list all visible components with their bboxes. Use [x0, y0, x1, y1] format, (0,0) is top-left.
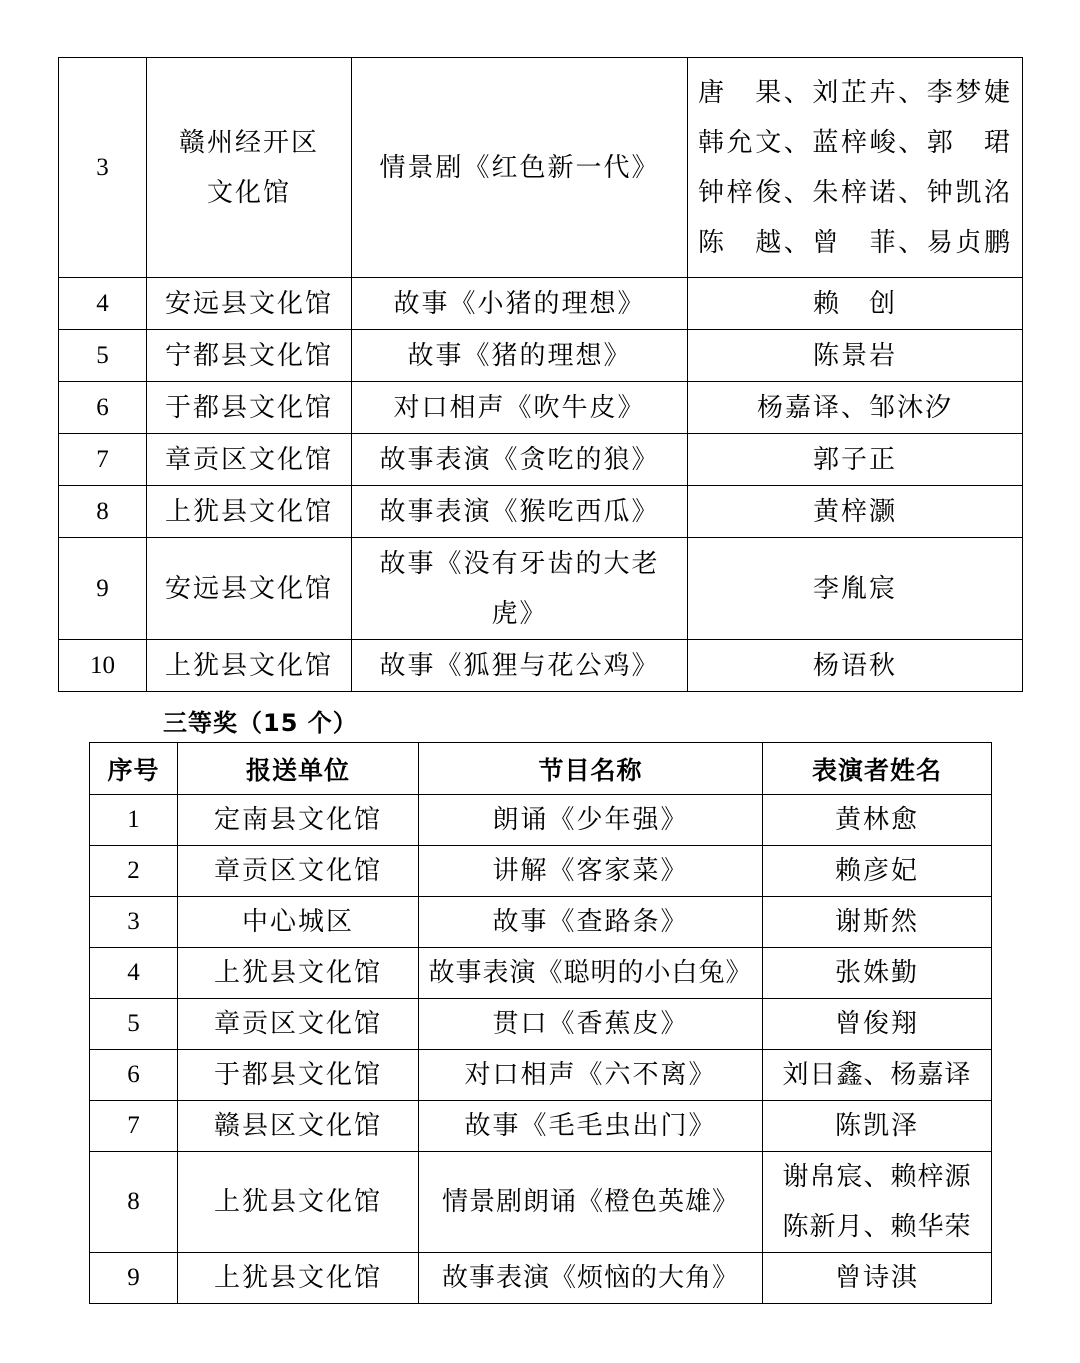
column-header-program: 节目名称 [419, 743, 763, 795]
row-number: 1 [90, 795, 178, 846]
performer-names: 赖 创 [688, 278, 1023, 330]
submitting-unit: 安远县文化馆 [147, 538, 352, 640]
program-name: 故事《毛毛虫出门》 [419, 1101, 763, 1152]
program-name: 贯口《香蕉皮》 [419, 999, 763, 1050]
table-row [90, 846, 992, 897]
performer-names: 李胤宸 [688, 538, 1023, 640]
performer-names: 杨语秋 [688, 640, 1023, 692]
table-row [59, 278, 1023, 330]
submitting-unit: 上犹县文化馆 [178, 1152, 419, 1253]
performer-names: 黄林愈 [763, 795, 992, 846]
row-number: 5 [90, 999, 178, 1050]
program-name: 对口相声《吹牛皮》 [352, 382, 688, 434]
unit-line: 文化馆 [206, 177, 291, 208]
row-number: 5 [59, 330, 147, 382]
row-number: 9 [59, 538, 147, 640]
performer-line: 谢帛宸、赖梓源 [782, 1162, 972, 1192]
row-number: 2 [90, 846, 178, 897]
performer-line: 唐 果、刘芷卉、李梦婕 [698, 77, 1012, 108]
performer-line: 韩允文、蓝梓峻、郭 珺 [698, 127, 1012, 158]
table-row [90, 795, 992, 846]
program-name: 故事《查路条》 [419, 897, 763, 948]
performer-names: 赖彦妃 [763, 846, 992, 897]
program-name: 讲解《客家菜》 [419, 846, 763, 897]
submitting-unit: 中心城区 [178, 897, 419, 948]
program-name: 故事《小猪的理想》 [352, 278, 688, 330]
unit-line: 赣州经开区 [178, 127, 319, 158]
submitting-unit: 章贡区文化馆 [178, 846, 419, 897]
performer-names: 陈景岩 [688, 330, 1023, 382]
column-header-unit: 报送单位 [178, 743, 419, 795]
program-line: 故事《没有牙齿的大老 [379, 548, 660, 579]
row-number: 8 [59, 486, 147, 538]
table-row [59, 486, 1023, 538]
table-row [59, 640, 1023, 692]
third-prize-heading: 三等奖（15 个） [163, 709, 358, 737]
table-row [90, 897, 992, 948]
row-number: 8 [90, 1152, 178, 1253]
table-header-row [90, 743, 992, 795]
performer-names: 曾诗淇 [763, 1253, 992, 1304]
row-number: 4 [59, 278, 147, 330]
table-row [59, 382, 1023, 434]
submitting-unit [147, 58, 352, 278]
performer-names: 郭子正 [688, 434, 1023, 486]
program-name: 情景剧《红色新一代》 [352, 58, 688, 278]
program-name [352, 538, 688, 640]
table-row [59, 434, 1023, 486]
table-row [59, 330, 1023, 382]
table-row [90, 1050, 992, 1101]
performer-names [763, 1152, 992, 1253]
performer-names: 陈凯泽 [763, 1101, 992, 1152]
table-row [59, 58, 1023, 278]
row-number: 3 [59, 58, 147, 278]
row-number: 3 [90, 897, 178, 948]
performer-names: 曾俊翔 [763, 999, 992, 1050]
program-name: 故事表演《烦恼的大角》 [419, 1253, 763, 1304]
table-row [90, 1253, 992, 1304]
row-number: 9 [90, 1253, 178, 1304]
submitting-unit: 于都县文化馆 [147, 382, 352, 434]
submitting-unit: 上犹县文化馆 [178, 1253, 419, 1304]
performer-line: 陈新月、赖华荣 [782, 1212, 972, 1242]
performer-names: 刘日鑫、杨嘉译 [763, 1050, 992, 1101]
submitting-unit: 上犹县文化馆 [147, 486, 352, 538]
program-name: 故事《狐狸与花公鸡》 [352, 640, 688, 692]
performer-line: 陈 越、曾 菲、易贞鹏 [698, 227, 1012, 258]
table-row [90, 1152, 992, 1253]
award-table-third-prize [89, 742, 992, 1304]
program-name: 情景剧朗诵《橙色英雄》 [419, 1152, 763, 1253]
submitting-unit: 上犹县文化馆 [178, 948, 419, 999]
table-row [90, 948, 992, 999]
performer-names: 黄梓灏 [688, 486, 1023, 538]
row-number: 7 [59, 434, 147, 486]
submitting-unit: 上犹县文化馆 [147, 640, 352, 692]
column-header-performers: 表演者姓名 [763, 743, 992, 795]
table-row [90, 999, 992, 1050]
submitting-unit: 章贡区文化馆 [147, 434, 352, 486]
submitting-unit: 章贡区文化馆 [178, 999, 419, 1050]
submitting-unit: 安远县文化馆 [147, 278, 352, 330]
row-number: 6 [59, 382, 147, 434]
table-row [59, 538, 1023, 640]
row-number: 10 [59, 640, 147, 692]
performer-names: 谢斯然 [763, 897, 992, 948]
performer-line: 钟梓俊、朱梓诺、钟凯洺 [698, 177, 1012, 208]
table-row [90, 1101, 992, 1152]
row-number: 7 [90, 1101, 178, 1152]
row-number: 4 [90, 948, 178, 999]
performer-names: 杨嘉译、邹沐汐 [688, 382, 1023, 434]
award-table-second-prize-continued [58, 57, 1023, 692]
submitting-unit: 定南县文化馆 [178, 795, 419, 846]
program-name: 朗诵《少年强》 [419, 795, 763, 846]
program-line: 虎》 [491, 598, 548, 629]
submitting-unit: 于都县文化馆 [178, 1050, 419, 1101]
performer-names: 张姝勤 [763, 948, 992, 999]
program-name: 故事《猪的理想》 [352, 330, 688, 382]
column-header-number: 序号 [90, 743, 178, 795]
program-name: 故事表演《贪吃的狼》 [352, 434, 688, 486]
row-number: 6 [90, 1050, 178, 1101]
program-name: 故事表演《猴吃西瓜》 [352, 486, 688, 538]
submitting-unit: 赣县区文化馆 [178, 1101, 419, 1152]
program-name: 故事表演《聪明的小白兔》 [419, 948, 763, 999]
program-name: 对口相声《六不离》 [419, 1050, 763, 1101]
performer-names [688, 58, 1023, 278]
submitting-unit: 宁都县文化馆 [147, 330, 352, 382]
